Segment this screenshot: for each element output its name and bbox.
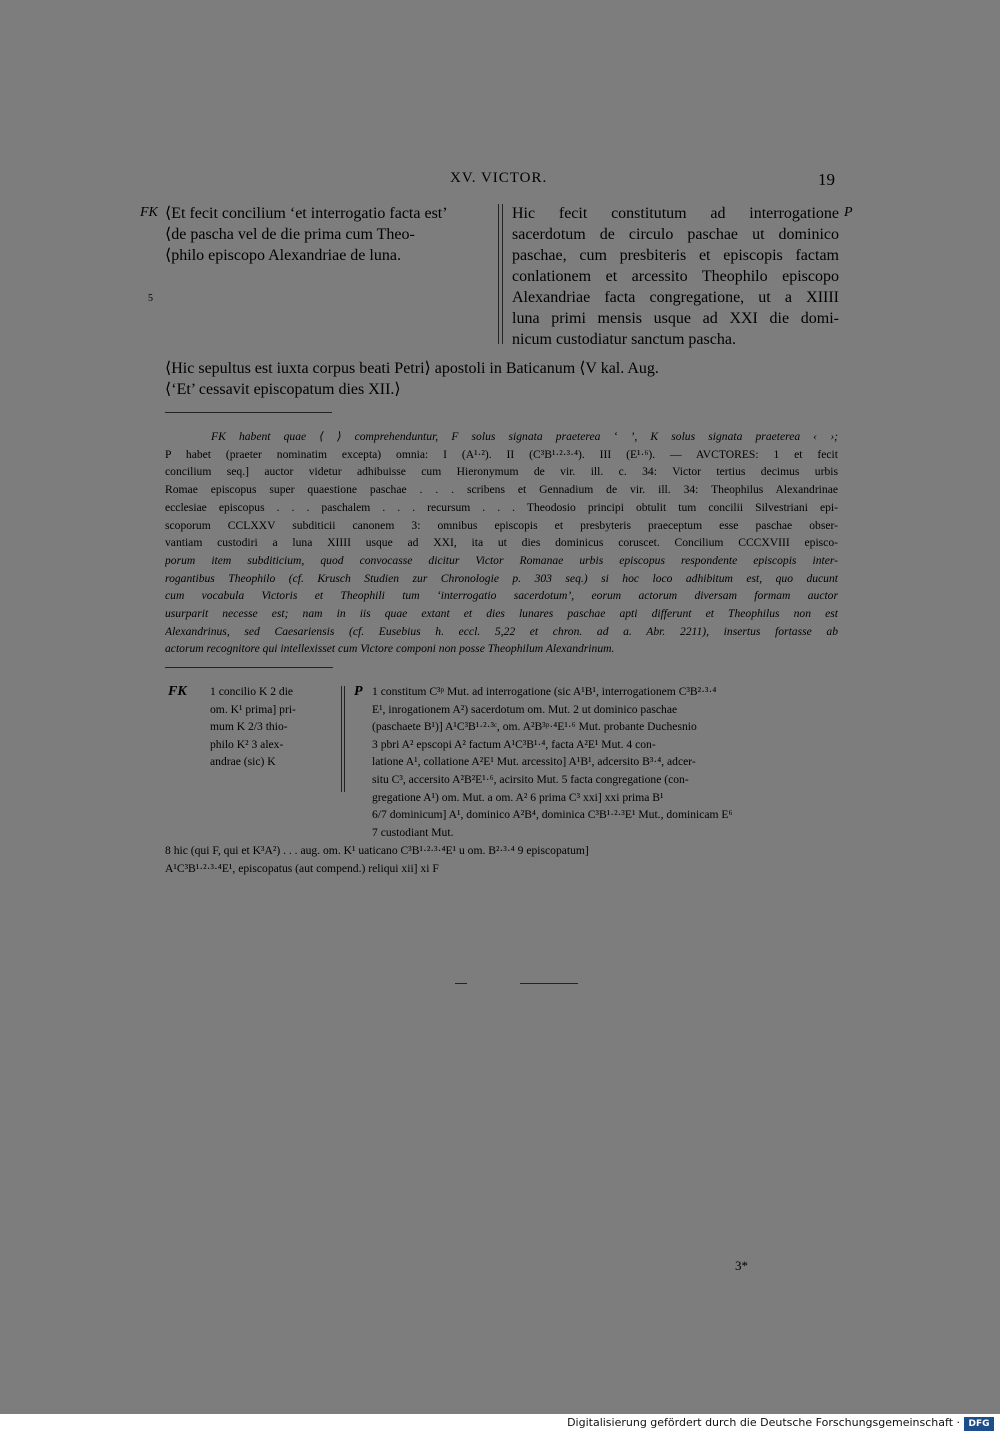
note-line: cum vocabula Victoris et Theophili tum ‘interrogatio sacerdotum’, eorum actorum diversam formam auctor — [165, 589, 838, 603]
right-sigla: P — [844, 205, 853, 220]
apparatus-line: situ C³, accersito A²B²E¹·⁶, acirsito Mut. 5 facta congregatione (con- — [372, 772, 689, 786]
signature-mark: 3* — [735, 1258, 748, 1273]
note-line: porum item subditicium, quod convocasse dicitur Victor Romanae urbis episcopus respondente episcopis inter- — [165, 553, 838, 567]
left-sigla: FK — [140, 205, 158, 220]
text-line: ⟨philo episcopo Alexandriae de luna. — [165, 247, 401, 264]
text-line: luna primi mensis usque ad XXI die domi- — [512, 310, 839, 327]
note-line: P habet (praeter nominatim excepta) omnia: I (A¹·²). II (C³B¹·²·³·⁴). III (E¹·⁶). — AVCTORES: 1 et fecit — [165, 447, 838, 461]
apparatus-line: 3 pbri A² epscopi A² factum A¹C³B¹·⁴, facta A²E¹ Mut. 4 con- — [372, 737, 656, 751]
apparatus-line: A¹C³B¹·²·³·⁴E¹, episcopatus (aut compend.) reliqui xii] xi F — [165, 861, 439, 875]
divider-rule — [165, 412, 332, 413]
apparatus-line: mum K 2/3 thio- — [210, 720, 288, 734]
apparatus-line: E¹, inrogationem A²) sacerdotum om. Mut. 2 ut dominico paschae — [372, 702, 678, 716]
text-line: ⟨Hic sepultus est iuxta corpus beati Petri⟩ apostoli in Baticanum ⟨V kal. Aug. — [165, 360, 659, 377]
column-divider — [498, 204, 503, 344]
apparatus-left-column — [210, 683, 330, 771]
apparatus-right-sigla: P — [354, 684, 363, 699]
note-line: vantiam custodiri a luna XIIII usque ad XXI, ita ut dies dominicus coruscet. Concilium CCCXVIII episco- — [165, 536, 838, 550]
apparatus-line: 1 constitum C³ᵖ Mut. ad interrogatione (sic A¹B¹, interrogationem C³B²·³·⁴ — [372, 685, 717, 698]
apparatus-right-column — [372, 683, 838, 841]
divider-rule — [165, 667, 333, 668]
note-line: FK habent quae ⟨ ⟩ comprehenduntur, F solus signata praeterea ‘ ’, K solus signata praeterea ‹ ›; — [211, 430, 838, 443]
text-line: conlationem et arcessito Theophilo episcopo — [512, 268, 839, 285]
apparatus-line: andrae (sic) K — [210, 755, 276, 769]
text-line: ⟨‘Et’ cessavit episcopatum dies XII.⟩ — [165, 381, 401, 398]
apparatus-left-sigla: FK — [168, 684, 187, 699]
note-line: ecclesiae episcopus . . . paschalem . . . recursum . . . Theodosio principi obtulit tum concilii Silvestriani epi- — [165, 500, 838, 514]
main-text-right-column — [512, 203, 839, 350]
margin-line-number: 5 — [148, 293, 153, 304]
commentary-note — [165, 428, 838, 658]
page-number: 19 — [818, 170, 835, 189]
note-line: rogantibus Theophilo (cf. Krusch Studien zur Chronologie p. 303 seq.) si hoc loco adhibitum est, quo ducunt — [165, 571, 838, 585]
note-line: actorum recognitore qui intellexisset cum Victore componi non posse Theophilum Alexandrinum. — [165, 642, 615, 656]
text-line: Hic fecit constitutum ad interrogatione — [512, 205, 839, 222]
digitization-footer — [0, 1414, 1000, 1434]
note-line: scoporum CCLXXV subditicii canonem 3: omnibus episcopis et presbyteris praeceptum esse paschae obser- — [165, 518, 838, 532]
decorative-mark — [520, 983, 578, 984]
apparatus-line: philo K² 3 alex- — [210, 737, 284, 751]
decorative-mark — [455, 983, 467, 984]
footer-credit: Digitalisierung gefördert durch die Deutsche Forschungsgemeinschaft · — [567, 1416, 960, 1429]
text-line: nicum custodiatur sanctum pascha. — [512, 331, 736, 348]
text-line: ⟨Et fecit concilium ‘et interrogatio facta est’ — [165, 205, 448, 222]
text-line: paschae, cum presbiteris et episcopis factam — [512, 247, 839, 264]
apparatus-line: latione A¹, collatione A²E¹ Mut. arcessito] A¹B¹, adcersito B³·⁴, adcer- — [372, 755, 696, 769]
dfg-logo-icon: DFG — [964, 1417, 994, 1431]
apparatus-line: om. K¹ prima] pri- — [210, 702, 296, 716]
apparatus-line: (paschaete B¹)] A¹C³B¹·²·³ᶜ, om. A²B³ᵖ·⁴E¹·⁶ Mut. probante Duchesnio — [372, 720, 697, 734]
apparatus-line: 7 custodiant Mut. — [372, 825, 454, 839]
text-line: sacerdotum de circulo paschae ut dominico — [512, 226, 839, 243]
apparatus-line: gregatione A¹) om. Mut. a om. A² 6 prima C³ xxi] xxi prima B¹ — [372, 790, 664, 804]
apparatus-bottom — [165, 842, 838, 877]
main-text-left-column — [165, 203, 495, 266]
apparatus-line: 1 concilio K 2 die — [210, 685, 294, 698]
note-line: Romae episcopus super quaestione paschae . . . scribens et Gennadium de vir. ill. 34: Theophilus Alexandrinae — [165, 483, 838, 497]
note-line: usurparit necesse est; nam in iis quae extant et dies lunares paschae apti differunt et Theophilus non est — [165, 607, 838, 621]
apparatus-line: 6/7 dominicum] A¹, dominico A²B⁴, dominica C³B¹·²·³E¹ Mut., dominicam E⁶ — [372, 808, 733, 822]
note-line: concilium seq.] auctor videtur adhibuisse cum Hieronymum de vir. ill. c. 34: Victor tertius decimus urbis — [165, 465, 838, 479]
text-line: Alexandriae facta congregatione, ut a XIIII — [512, 289, 839, 306]
note-line: Alexandrinus, sed Caesariensis (cf. Eusebius h. eccl. 5,22 et chron. ad a. Abr. 2211), insertus fortasse ab — [165, 624, 838, 638]
apparatus-divider — [341, 686, 345, 792]
running-head: XV. VICTOR. — [450, 170, 548, 186]
text-line: ⟨de pascha vel de die prima cum Theo- — [165, 226, 415, 243]
apparatus-line: 8 hic (qui F, qui et K³A²) . . . aug. om. K¹ uaticano C³B¹·²·³·⁴E¹ u om. B²·³·⁴ 9 episcopatum] — [165, 844, 589, 857]
continuation-text — [165, 358, 805, 400]
